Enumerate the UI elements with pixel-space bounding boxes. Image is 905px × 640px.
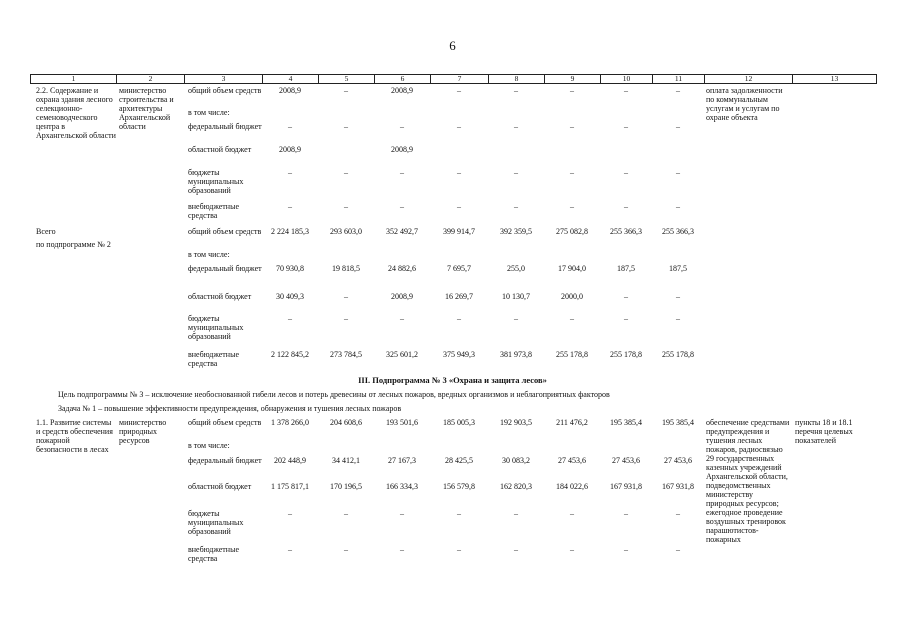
value-cell: 185 005,3 [443,418,475,427]
value-cell: – [288,122,292,131]
total-label: Всего [36,227,56,236]
value-cell: 255 366,3 [610,227,642,236]
row-label: общий объем средств [188,418,262,427]
value-cell: – [288,509,292,518]
value-cell: – [457,86,461,95]
value-cell: 27 453,6 [558,456,586,465]
value-cell: 202 448,9 [274,456,306,465]
value-cell: 204 608,6 [330,418,362,427]
value-cell: 24 882,6 [388,264,416,273]
row-label: бюджеты муниципальных образований [188,168,244,195]
value-cell: – [344,292,348,301]
measure-name: 2.2. Содержание и охрана здания лесного селекционно-семеноводческого центра в Архангельской области [36,86,116,140]
value-cell: 255 178,8 [556,350,588,359]
value-cell: 255 178,8 [662,350,694,359]
value-cell: 184 022,6 [556,482,588,491]
row-label: областной бюджет [188,145,252,154]
value-cell: – [676,292,680,301]
value-cell: 1 175 817,1 [271,482,309,491]
target-indicators: пункты 18 и 18.1 перечня целевых показателей [795,418,853,445]
header-col-13: 13 [793,75,877,84]
value-cell: 325 601,2 [386,350,418,359]
value-cell: 293 603,0 [330,227,362,236]
header-col-3: 3 [185,75,263,84]
value-cell: 375 949,3 [443,350,475,359]
value-cell: – [457,122,461,131]
value-cell: 156 579,8 [443,482,475,491]
value-cell: 187,5 [617,264,635,273]
value-cell: 166 334,3 [386,482,418,491]
header-col-4: 4 [263,75,319,84]
value-cell: 273 784,5 [330,350,362,359]
value-cell: 170 196,5 [330,482,362,491]
value-cell: – [457,168,461,177]
value-cell: 30 409,3 [276,292,304,301]
value-cell: – [514,122,518,131]
value-cell: – [676,168,680,177]
row-label: внебюджетные средства [188,202,239,220]
value-cell: 16 269,7 [445,292,473,301]
value-cell: – [624,509,628,518]
value-cell: – [570,545,574,554]
value-cell: 27 167,3 [388,456,416,465]
value-cell: – [400,314,404,323]
value-cell: – [624,122,628,131]
value-cell: – [624,168,628,177]
value-cell: – [344,202,348,211]
value-cell: 7 695,7 [447,264,471,273]
value-cell: 10 130,7 [502,292,530,301]
page-number: 6 [449,38,456,53]
header-col-12: 12 [705,75,793,84]
value-cell: 30 083,2 [502,456,530,465]
subprogram-goal: Цель подпрограммы № 3 – исключение необоснованной гибели лесов и потерь древесины от лесных пожаров, вредных организмов и неблагоприятных факторов [58,390,610,399]
value-cell: – [288,314,292,323]
value-cell: – [676,545,680,554]
value-cell: – [570,168,574,177]
measure-name: 1.1. Развитие системы и средств обеспечения пожарной безопасности в лесах [36,418,113,454]
value-cell: 381 973,8 [500,350,532,359]
header-col-10: 10 [601,75,653,84]
value-cell: – [570,202,574,211]
row-label: внебюджетные средства [188,545,239,563]
row-label: общий объем средств [188,227,262,236]
value-cell: – [514,509,518,518]
expected-result: обеспечение средствами предупреждения и тушения лесных пожаров, радиосвязью 29 государственных казенных учреждений Архангельской области, подведомственных министерству природных ресурсов; ежегодное проведение воздушных тренировок парашютистов-пожарных [706,418,790,544]
value-cell: 392 359,5 [500,227,532,236]
value-cell: – [624,292,628,301]
value-cell: 17 904,0 [558,264,586,273]
header-col-1: 1 [31,75,117,84]
value-cell: 162 820,3 [500,482,532,491]
value-cell: 255 178,8 [610,350,642,359]
value-cell: – [570,122,574,131]
row-label: областной бюджет [188,292,252,301]
row-label: областной бюджет [188,482,252,491]
row-label: в том числе: [188,108,230,117]
value-cell: – [676,509,680,518]
subprogram-task: Задача № 1 – повышение эффективности предупреждения, обнаружения и тушения лесных пожаров [58,404,402,413]
value-cell: 211 476,2 [556,418,588,427]
value-cell: 167 931,8 [610,482,642,491]
value-cell: – [344,314,348,323]
row-label: в том числе: [188,441,230,450]
value-cell: 2008,9 [279,86,301,95]
value-cell: 255,0 [507,264,525,273]
row-label: бюджеты муниципальных образований [188,314,244,341]
value-cell: – [457,202,461,211]
value-cell: 275 082,8 [556,227,588,236]
value-cell: 193 501,6 [386,418,418,427]
value-cell: 27 453,6 [664,456,692,465]
value-cell: – [344,509,348,518]
value-cell: – [288,168,292,177]
header-col-11: 11 [653,75,705,84]
value-cell: 195 385,4 [610,418,642,427]
column-header-row [30,74,877,84]
expected-result: оплата задолженности по коммунальным услугам и услугам по охране объекта [706,86,783,122]
value-cell: – [624,202,628,211]
value-cell: – [570,86,574,95]
value-cell: 399 914,7 [443,227,475,236]
value-cell: 2 122 845,2 [271,350,309,359]
value-cell: – [570,509,574,518]
value-cell: 352 492,7 [386,227,418,236]
value-cell: – [514,168,518,177]
value-cell: – [624,86,628,95]
row-label: федеральный бюджет [188,122,262,131]
value-cell: – [400,202,404,211]
responsible-executor: министерство строительства и архитектуры Архангельской области [119,86,174,131]
header-col-7: 7 [431,75,489,84]
value-cell: – [400,122,404,131]
responsible-executor: министерство природных ресурсов [119,418,167,445]
value-cell: 27 453,6 [612,456,640,465]
total-subprogram-label: по подпрограмме № 2 [36,240,111,249]
value-cell: 195 385,4 [662,418,694,427]
value-cell: 70 930,8 [276,264,304,273]
section-title: III. Подпрограмма № 3 «Охрана и защита лесов» [358,375,547,385]
value-cell: 34 412,1 [332,456,360,465]
header-col-9: 9 [545,75,601,84]
header-col-6: 6 [375,75,431,84]
value-cell: – [457,545,461,554]
value-cell: 2008,9 [391,145,413,154]
value-cell: 28 425,5 [445,456,473,465]
header-col-2: 2 [117,75,185,84]
row-label: в том числе: [188,250,230,259]
value-cell: – [514,545,518,554]
value-cell: – [676,86,680,95]
value-cell: – [624,314,628,323]
header-col-8: 8 [489,75,545,84]
value-cell: – [676,202,680,211]
value-cell: 19 818,5 [332,264,360,273]
value-cell: 2008,9 [391,292,413,301]
value-cell: – [344,545,348,554]
value-cell: 2008,9 [391,86,413,95]
value-cell: – [570,314,574,323]
value-cell: 192 903,5 [500,418,532,427]
value-cell: 2008,9 [279,145,301,154]
value-cell: – [288,202,292,211]
value-cell: – [400,509,404,518]
value-cell: 187,5 [669,264,687,273]
value-cell: 167 931,8 [662,482,694,491]
value-cell: 2000,0 [561,292,583,301]
value-cell: 2 224 185,3 [271,227,309,236]
value-cell: – [344,122,348,131]
row-label: бюджеты муниципальных образований [188,509,244,536]
value-cell: 1 378 266,0 [271,418,309,427]
value-cell: – [344,168,348,177]
value-cell: – [457,314,461,323]
value-cell: – [676,122,680,131]
row-label: внебюджетные средства [188,350,239,368]
row-label: федеральный бюджет [188,456,262,465]
value-cell: – [514,314,518,323]
value-cell: – [676,314,680,323]
header-col-5: 5 [319,75,375,84]
value-cell: – [514,202,518,211]
value-cell: 255 366,3 [662,227,694,236]
value-cell: – [457,509,461,518]
value-cell: – [344,86,348,95]
value-cell: – [288,545,292,554]
row-label: общий объем средств [188,86,262,95]
value-cell: – [400,545,404,554]
value-cell: – [624,545,628,554]
row-label: федеральный бюджет [188,264,262,273]
value-cell: – [514,86,518,95]
value-cell: – [400,168,404,177]
